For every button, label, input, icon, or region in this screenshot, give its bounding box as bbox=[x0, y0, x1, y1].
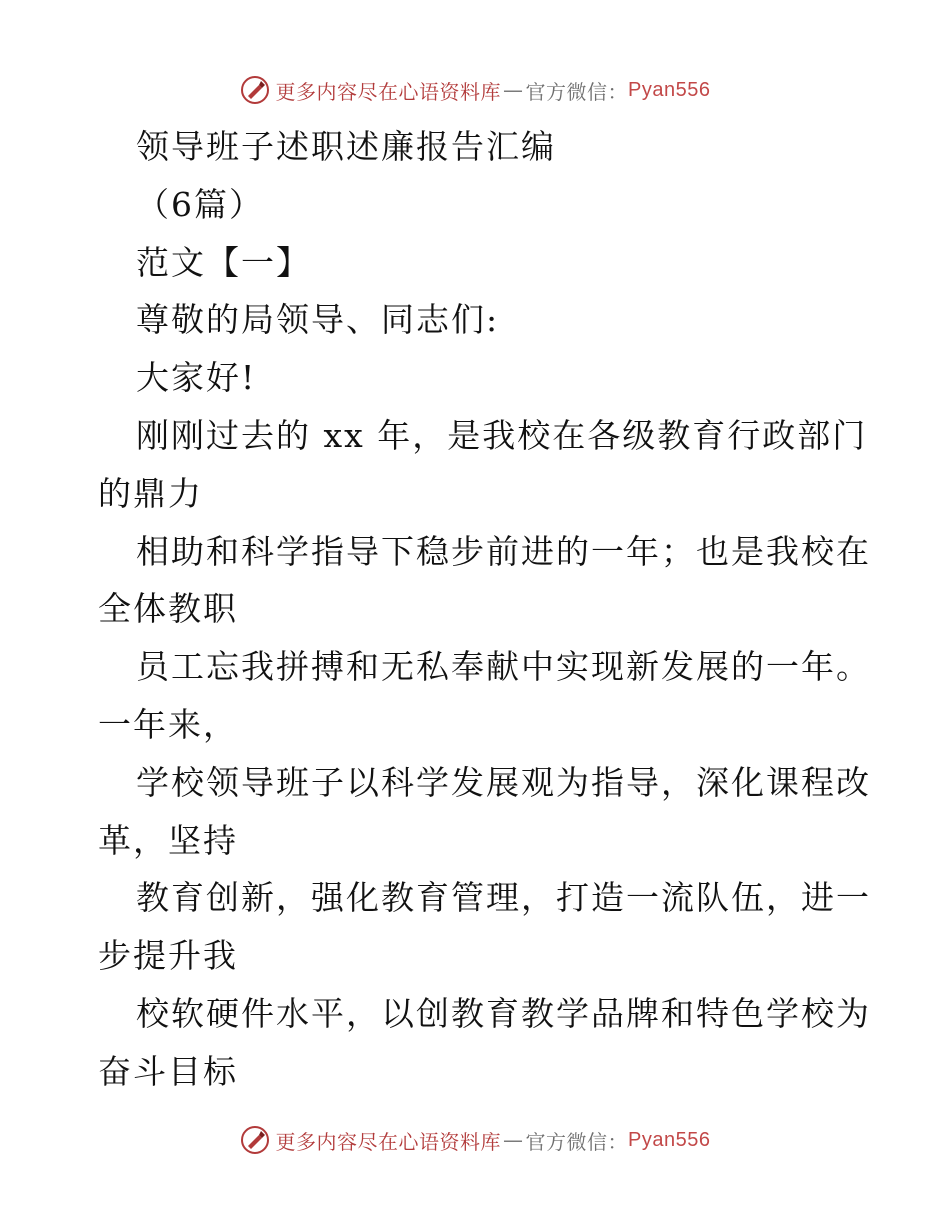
watermark-official: 官方微信： bbox=[525, 1129, 629, 1154]
body-line: 的鼎力 bbox=[98, 473, 203, 513]
body-line: 教育创新，强化教育管理，打造一流队伍，进一 bbox=[136, 878, 871, 918]
body-line: 一年来， bbox=[98, 704, 238, 744]
doc-title: 领导班子述职述廉报告汇编 bbox=[136, 127, 556, 166]
body-line: 校软硬件水平，以创教育教学品牌和特色学校为 bbox=[136, 993, 871, 1033]
greeting: 大家好! bbox=[136, 358, 257, 398]
salutation: 尊敬的局领导、同志们: bbox=[136, 300, 500, 340]
footer-watermark bbox=[0, 1120, 950, 1160]
body-line: 奋斗目标 bbox=[98, 1051, 238, 1091]
doc-subtitle: （6篇） bbox=[136, 184, 264, 224]
document-body bbox=[98, 118, 898, 1101]
watermark-id: Pyan556 bbox=[628, 78, 711, 101]
watermark-official: 官方微信： bbox=[525, 79, 629, 104]
body-line: 刚刚过去的 xx 年，是我校在各级教育行政部门 bbox=[136, 415, 868, 455]
section-heading: 范文【一】 bbox=[136, 242, 311, 282]
pen-logo-icon bbox=[240, 1125, 270, 1155]
watermark-prefix: 更多内容尽在心语资料库 bbox=[275, 1129, 502, 1154]
body-line: 学校领导班子以科学发展观为指导，深化课程改 bbox=[136, 762, 871, 802]
body-line: 步提升我 bbox=[98, 936, 238, 976]
watermark-separator: — bbox=[503, 78, 524, 102]
body-line: 全体教职 bbox=[98, 589, 238, 629]
body-line: 革，坚持 bbox=[98, 820, 238, 860]
body-line: 相助和科学指导下稳步前进的一年；也是我校在 bbox=[136, 531, 871, 571]
header-watermark bbox=[0, 70, 950, 110]
watermark-separator: — bbox=[503, 1128, 524, 1152]
body-line: 员工忘我拼搏和无私奉献中实现新发展的一年。 bbox=[136, 647, 871, 687]
watermark-id: Pyan556 bbox=[628, 1128, 711, 1151]
watermark-prefix: 更多内容尽在心语资料库 bbox=[275, 79, 502, 104]
pen-logo-icon bbox=[240, 75, 270, 105]
